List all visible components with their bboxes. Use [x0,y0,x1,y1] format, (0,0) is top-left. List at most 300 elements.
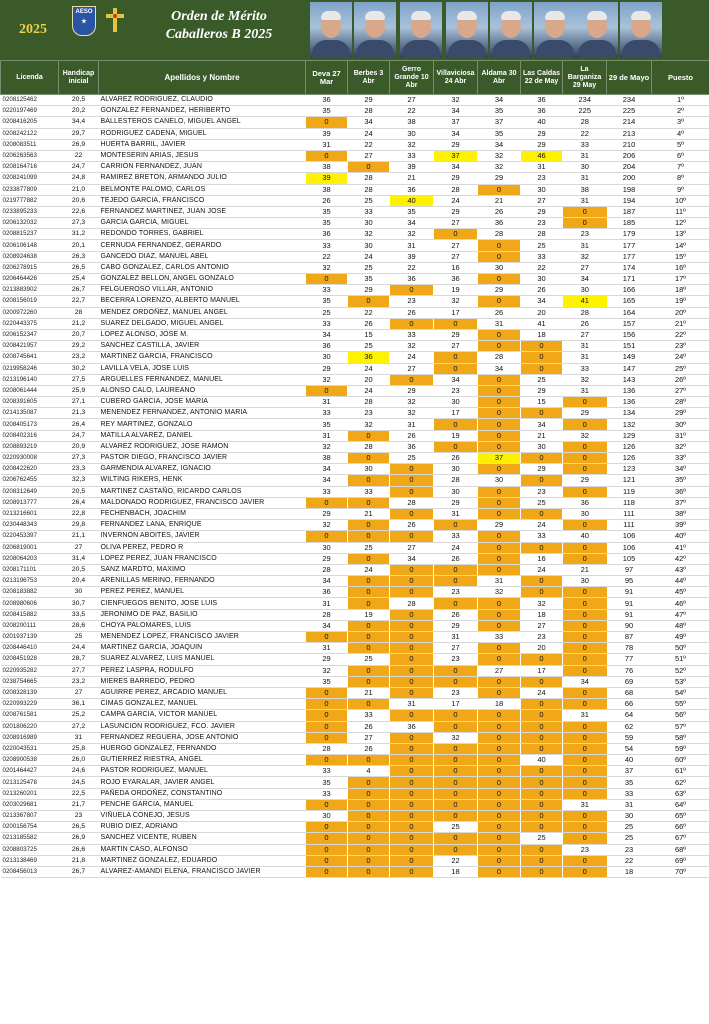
licence-cell: 0208156019 [1,296,59,307]
score-cell: 21 [348,508,390,519]
total-cell: 147 [607,363,652,374]
total-cell: 157 [607,318,652,329]
score-cell: 26 [390,520,434,531]
score-cell: 0 [434,844,478,855]
score-cell: 36 [306,229,348,240]
score-cell: 29 [521,206,563,217]
score-cell: 34 [434,374,478,385]
score-cell: 25 [306,307,348,318]
position-cell: 12º [652,218,709,229]
player-name-cell: SUAREZ DELGADO, MIGUEL ANGEL [99,318,306,329]
score-cell: 23 [521,173,563,184]
score-cell: 0 [478,822,521,833]
licence-cell: 0208200111 [1,620,59,631]
score-cell: 29 [521,464,563,475]
licence-cell: 0208171101 [1,564,59,575]
handicap-cell: 27,3 [59,218,99,229]
score-cell: 31 [306,430,348,441]
score-cell: 39 [390,162,434,173]
score-cell: 0 [521,699,563,710]
score-cell: 35 [306,218,348,229]
player-name-cell: GONZALEZ FERNANDEZ, HERIBERTO [99,106,306,117]
score-cell: 0 [563,486,607,497]
total-cell: 91 [607,587,652,598]
table-row [1,553,709,564]
score-cell: 27 [434,643,478,654]
score-cell: 0 [434,755,478,766]
player-name-cell: GARMENDIA ALVAREZ, IGNACIO [99,464,306,475]
total-cell: 198 [607,184,652,195]
table-row [1,262,709,273]
table-row [1,318,709,329]
player-name-cell: BALLESTEROS CANELO, MIGUEL ANGEL [99,117,306,128]
score-cell: 24 [434,195,478,206]
score-cell: 0 [563,743,607,754]
table-row [1,352,709,363]
score-cell: 32 [434,296,478,307]
player-name-cell: JERONIMO DE PAZ, BASILIO [99,609,306,620]
player-name-cell: RUBIO DIEZ, ADRIANO [99,822,306,833]
player-name-cell: FERNANDEZ MARTINEZ, JUAN JOSE [99,206,306,217]
score-cell: 0 [478,184,521,195]
score-cell: 0 [521,352,563,363]
score-cell: 22 [348,307,390,318]
player-name-cell: PEREZ LASPRA, RODULFO [99,665,306,676]
score-cell: 0 [390,676,434,687]
score-cell: 18 [434,866,478,877]
score-cell: 0 [434,710,478,721]
score-cell: 31 [390,699,434,710]
total-cell: 126 [607,453,652,464]
score-cell: 0 [478,620,521,631]
handicap-cell: 34,4 [59,117,99,128]
score-cell: 30 [348,240,390,251]
score-cell: 0 [390,609,434,620]
table-row [1,229,709,240]
player-name-cell: MARTINEZ GONZALEZ, EDUARDO [99,855,306,866]
table-row [1,699,709,710]
table-row [1,497,709,508]
score-cell: 0 [521,576,563,587]
total-cell: 164 [607,307,652,318]
total-cell: 111 [607,520,652,531]
score-cell: 28 [563,117,607,128]
score-cell: 29 [306,553,348,564]
score-cell: 0 [390,576,434,587]
score-cell: 23 [434,654,478,665]
score-cell: 0 [348,699,390,710]
score-cell: 34 [306,620,348,631]
table-row [1,766,709,777]
score-cell: 30 [563,508,607,519]
handicap-cell: 30,2 [59,363,99,374]
score-cell: 0 [306,632,348,643]
handicap-cell: 30,7 [59,598,99,609]
score-cell: 34 [478,95,521,106]
score-cell: 0 [306,274,348,285]
total-cell: 40 [607,755,652,766]
score-cell: 30 [434,397,478,408]
score-cell: 29 [478,173,521,184]
position-cell: 58º [652,732,709,743]
score-cell: 26 [563,318,607,329]
player-name-cell: PASTOR DIEGO, FRANCISCO JAVIER [99,453,306,464]
score-cell: 22 [306,251,348,262]
score-cell: 0 [434,318,478,329]
player-name-cell: FERNANDEZ LANA, ENRIQUE [99,520,306,531]
score-cell: 30 [521,184,563,195]
score-cell: 0 [521,844,563,855]
position-cell: 70º [652,866,709,877]
score-cell: 19 [434,430,478,441]
score-cell: 34 [306,475,348,486]
handicap-cell: 23,2 [59,352,99,363]
player-name-cell: ALONSO CALO, LAUREANO [99,385,306,396]
position-cell: 36º [652,486,709,497]
score-cell: 33 [348,206,390,217]
score-cell: 30 [306,352,348,363]
score-cell: 29 [306,363,348,374]
score-cell: 0 [563,620,607,631]
total-cell: 76 [607,665,652,676]
score-cell: 36 [390,441,434,452]
score-cell: 0 [434,419,478,430]
score-cell: 31 [306,643,348,654]
score-cell: 20 [521,643,563,654]
handicap-cell: 26,5 [59,262,99,273]
total-cell: 33 [607,788,652,799]
score-cell: 4 [348,766,390,777]
table-row [1,531,709,542]
score-cell: 36 [390,184,434,195]
score-cell: 34 [563,676,607,687]
total-cell: 37 [607,766,652,777]
score-cell: 0 [521,811,563,822]
handicap-cell: 27,1 [59,397,99,408]
table-row [1,341,709,352]
score-cell: 0 [348,866,390,877]
score-cell: 28 [306,609,348,620]
score-cell: 29 [390,385,434,396]
score-cell: 0 [434,520,478,531]
table-row [1,721,709,732]
licence-cell: 0206132032 [1,218,59,229]
handicap-cell: 26,0 [59,755,99,766]
score-cell: 32 [563,251,607,262]
total-cell: 105 [607,553,652,564]
handicap-cell: 20,1 [59,240,99,251]
score-cell: 21 [563,564,607,575]
score-cell: 38 [306,184,348,195]
licence-cell: 0208183882 [1,587,59,598]
player-name-cell: REY MARTINEZ, GONZALO [99,419,306,430]
position-cell: 49º [652,632,709,643]
handicap-cell: 22,6 [59,206,99,217]
table-row [1,408,709,419]
player-photo [310,2,352,58]
handicap-cell: 36,1 [59,699,99,710]
score-cell: 0 [306,844,348,855]
position-cell: 20º [652,307,709,318]
player-photo [400,2,442,58]
table-row [1,106,709,117]
position-cell: 8º [652,173,709,184]
table-row [1,822,709,833]
score-cell: 28 [434,184,478,195]
score-cell: 36 [434,274,478,285]
position-cell: 27º [652,385,709,396]
score-cell: 27 [390,542,434,553]
handicap-cell: 27,3 [59,453,99,464]
score-cell: 0 [390,811,434,822]
handicap-cell: 25,8 [59,743,99,754]
score-cell: 32 [563,430,607,441]
position-cell: 47º [652,609,709,620]
score-cell: 25 [348,341,390,352]
total-cell: 200 [607,173,652,184]
score-cell: 33 [306,285,348,296]
score-cell: 15 [521,397,563,408]
handicap-cell: 20,2 [59,106,99,117]
score-cell: 0 [306,799,348,810]
licence-cell: 0206263563 [1,150,59,161]
score-cell: 33 [390,150,434,161]
score-cell: 37 [478,117,521,128]
score-cell: 28 [478,352,521,363]
score-cell: 0 [478,564,521,575]
score-cell: 31 [563,710,607,721]
score-cell: 0 [563,732,607,743]
score-cell: 0 [390,374,434,385]
score-cell: 32 [563,374,607,385]
position-cell: 24º [652,352,709,363]
score-cell: 0 [563,654,607,665]
position-cell: 66º [652,822,709,833]
table-header-row [1,61,709,95]
position-cell: 44º [652,576,709,587]
score-cell: 36 [390,721,434,732]
score-cell: 27 [521,195,563,206]
score-cell: 27 [348,150,390,161]
score-cell: 0 [306,117,348,128]
score-cell: 28 [348,106,390,117]
table-row [1,95,709,106]
score-cell: 0 [348,162,390,173]
handicap-cell: 21,3 [59,408,99,419]
score-cell: 0 [348,632,390,643]
position-cell: 30º [652,419,709,430]
total-cell: 23 [607,844,652,855]
player-name-cell: MARTIN CASO, ALFONSO [99,844,306,855]
score-cell: 28 [478,229,521,240]
position-cell: 16º [652,262,709,273]
score-cell: 0 [521,822,563,833]
score-cell: 0 [390,822,434,833]
position-cell: 41º [652,542,709,553]
score-cell: 0 [390,732,434,743]
table-row [1,397,709,408]
table-row [1,150,709,161]
position-cell: 32º [652,441,709,452]
table-row [1,117,709,128]
handicap-cell: 25,4 [59,274,99,285]
score-cell: 18 [478,699,521,710]
total-cell: 119 [607,486,652,497]
score-cell: 0 [390,318,434,329]
licence-cell: 0208416205 [1,117,59,128]
score-cell: 18 [521,329,563,340]
score-cell: 29 [521,139,563,150]
position-cell: 21º [652,318,709,329]
player-name-cell: INVERNON ABOITES, JAVIER [99,531,306,542]
handicap-cell: 24,6 [59,766,99,777]
position-cell: 45º [652,587,709,598]
player-name-cell: BELMONTE PALOMO, CARLOS [99,184,306,195]
player-name-cell: CUBERO GARCIA, JOSE MARIA [99,397,306,408]
score-cell: 33 [521,531,563,542]
score-cell: 30 [563,576,607,587]
score-cell: 0 [390,654,434,665]
handicap-cell: 27 [59,687,99,698]
title-line-1: Orden de Mérito [171,9,267,24]
position-cell: 67º [652,833,709,844]
score-cell: 0 [434,743,478,754]
score-cell: 0 [306,721,348,732]
total-cell: 78 [607,643,652,654]
handicap-cell: 21,0 [59,184,99,195]
col-handicap: Handicap inicial [59,61,99,95]
score-cell: 0 [478,643,521,654]
total-cell: 171 [607,274,652,285]
score-cell: 33 [563,363,607,374]
handicap-cell: 28,7 [59,654,99,665]
score-cell: 17 [521,665,563,676]
score-cell: 32 [478,150,521,161]
player-photo [354,2,396,58]
score-cell: 0 [521,721,563,732]
score-cell: 0 [390,620,434,631]
total-cell: 177 [607,251,652,262]
player-name-cell: MENDEZ ORDOÑEZ, MANUEL ANGEL [99,307,306,318]
score-cell: 34 [390,553,434,564]
score-cell: 39 [390,251,434,262]
total-cell: 91 [607,598,652,609]
score-cell: 0 [390,755,434,766]
score-cell: 0 [390,788,434,799]
score-cell: 0 [478,833,521,844]
score-cell: 0 [390,564,434,575]
table-row [1,866,709,877]
score-cell: 34 [434,128,478,139]
table-row [1,274,709,285]
position-cell: 10º [652,195,709,206]
total-cell: 90 [607,620,652,631]
player-name-cell: TEJEDO GARCIA, FRANCISCO [99,195,306,206]
col-round-1: Deva 27 Mar [306,61,348,95]
position-cell: 34º [652,464,709,475]
score-cell: 0 [563,453,607,464]
position-cell: 14º [652,240,709,251]
score-cell: 34 [478,139,521,150]
licence-cell: 0208446410 [1,643,59,654]
score-cell: 21 [348,687,390,698]
score-cell: 0 [434,721,478,732]
handicap-cell: 30 [59,587,99,598]
score-cell: 17 [434,408,478,419]
position-cell: 25º [652,363,709,374]
score-cell: 22 [563,128,607,139]
score-cell: 0 [348,811,390,822]
asturias-cross-icon [103,6,127,34]
score-cell: 32 [390,341,434,352]
score-cell: 30 [390,128,434,139]
licence-cell: 0220043531 [1,743,59,754]
score-cell: 0 [348,520,390,531]
aeso-logo-icon: AESO ★ [72,6,96,36]
total-cell: 87 [607,632,652,643]
score-cell: 0 [390,710,434,721]
handicap-cell: 20,5 [59,564,99,575]
position-cell: 59º [652,743,709,754]
score-cell: 30 [563,162,607,173]
score-cell: 32 [390,229,434,240]
score-cell: 32 [434,95,478,106]
score-cell: 36 [563,497,607,508]
score-cell: 0 [478,274,521,285]
score-cell: 0 [390,531,434,542]
score-cell: 0 [521,743,563,754]
licence-cell: 0208913777 [1,497,59,508]
handicap-cell: 33,5 [59,609,99,620]
licence-cell: 0200972260 [1,307,59,318]
score-cell: 32 [306,665,348,676]
score-cell: 33 [348,486,390,497]
score-cell: 22 [390,106,434,117]
score-cell: 28 [348,441,390,452]
position-cell: 48º [652,620,709,631]
player-name-cell: HUERTA BARRIL, JAVIER [99,139,306,150]
player-name-cell: CABO GONZALEZ, CARLOS ANTONIO [99,262,306,273]
score-cell: 0 [478,676,521,687]
handicap-cell: 31,2 [59,229,99,240]
player-name-cell: WILTING RIKERS, HENK [99,475,306,486]
position-cell: 37º [652,497,709,508]
col-total: 29 de Mayo [607,61,652,95]
table-row [1,732,709,743]
score-cell: 0 [521,710,563,721]
score-cell: 0 [478,710,521,721]
col-round-6: Las Caldas 22 de May [521,61,563,95]
score-cell: 0 [521,508,563,519]
score-cell: 24 [390,352,434,363]
score-cell: 21 [521,430,563,441]
player-name-cell: MARTINEZ GARCIA, JOAQUIN [99,643,306,654]
score-cell: 40 [390,195,434,206]
score-cell: 24 [521,520,563,531]
position-cell: 60º [652,755,709,766]
score-cell: 0 [348,855,390,866]
position-cell: 28º [652,397,709,408]
score-cell: 40 [521,755,563,766]
score-cell: 31 [563,195,607,206]
score-cell: 33 [521,251,563,262]
score-cell: 29 [434,329,478,340]
score-cell: 0 [434,352,478,363]
score-cell: 27 [434,218,478,229]
licence-cell: 0206106148 [1,240,59,251]
score-cell: 33 [306,240,348,251]
score-cell: 26 [348,318,390,329]
